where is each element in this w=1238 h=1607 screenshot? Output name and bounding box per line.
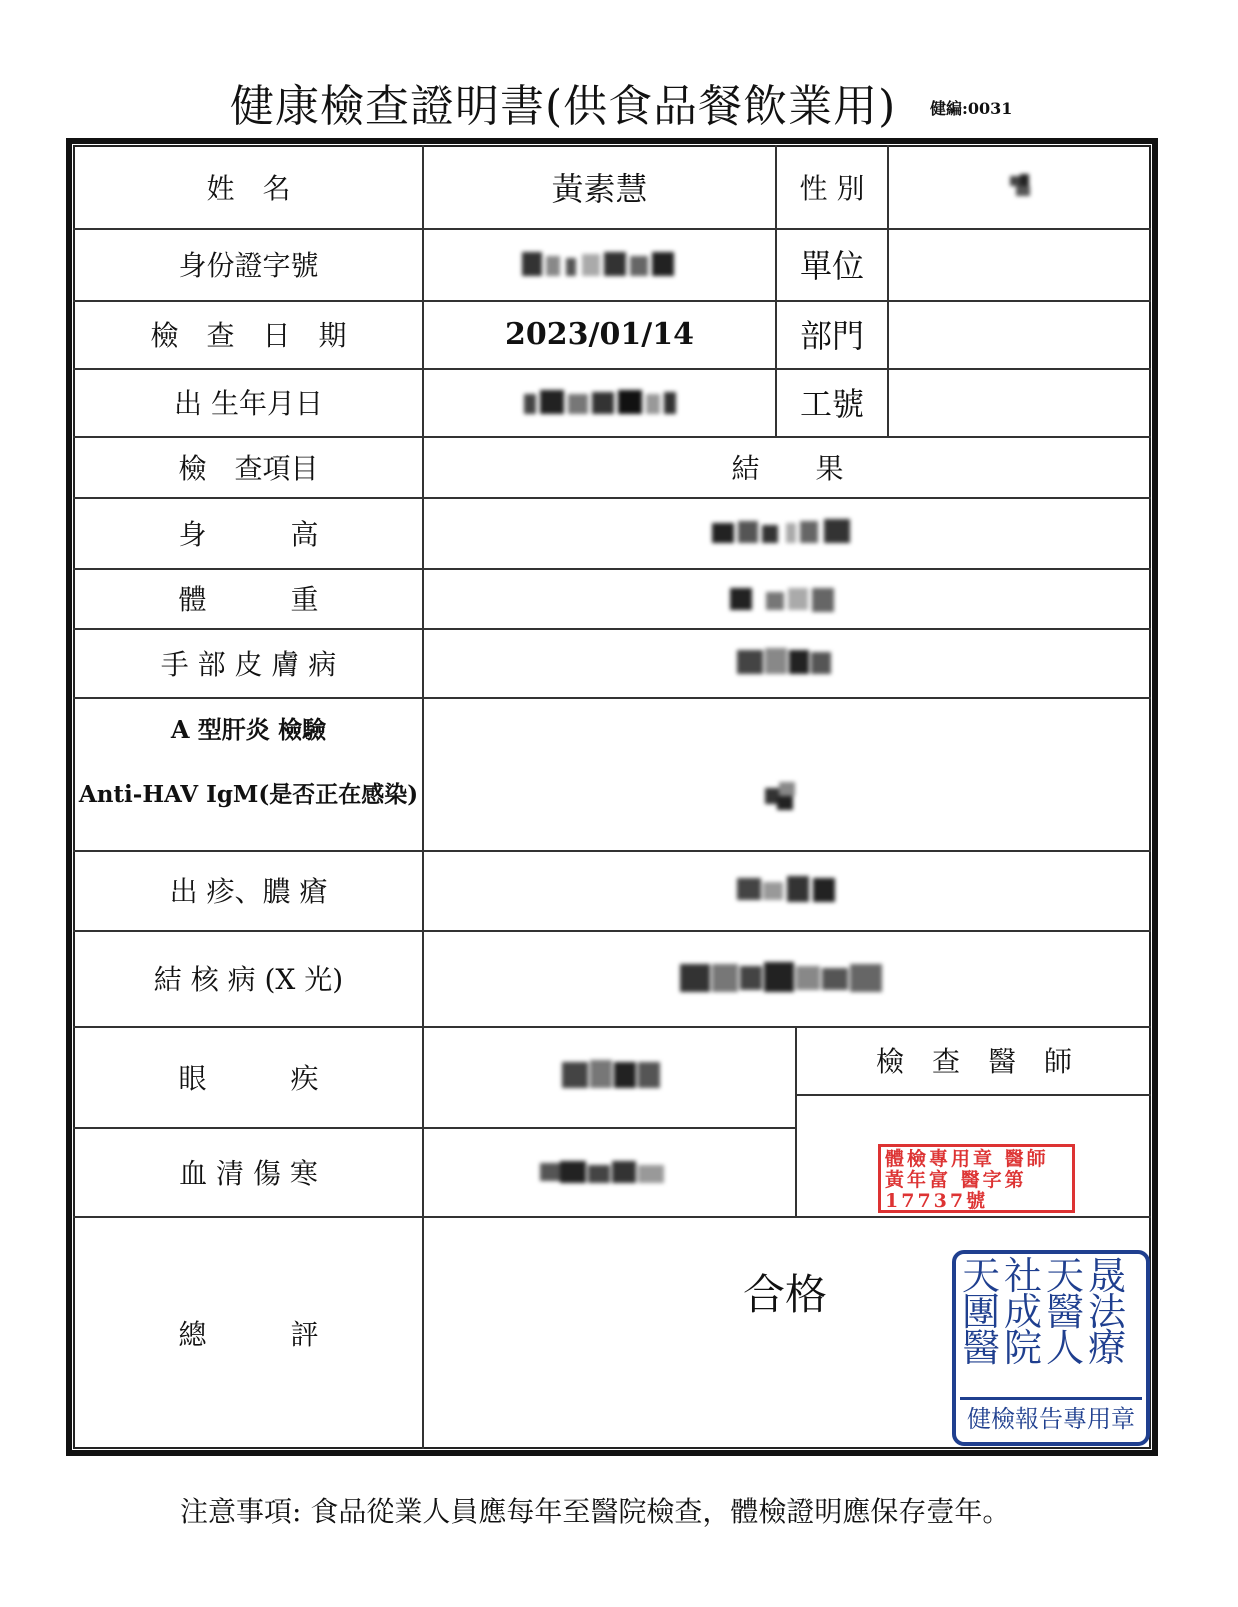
overall-assessment-value: 合格 [742,1270,827,1319]
redacted-hand-skin-result [735,644,835,680]
redacted-height [710,515,862,549]
row-divider [73,697,1151,699]
redacted-hav-result [763,780,803,812]
exam-date-value: 2023/01/14 [505,316,694,352]
dept-label: 部門 [799,317,864,355]
hav-test-label: A 型肝炎 檢驗 [170,714,327,744]
redacted-eye-result [560,1056,664,1094]
hand-skin-disease-label: 手 部 皮 膚 病 [160,647,337,681]
id-label: 身份證字號 [178,249,319,282]
gender-label: 性 別 [799,171,865,205]
employee-no-label: 工號 [799,385,864,423]
hospital-seal-footer: 健檢報告專用章 [960,1397,1142,1438]
height-label: 身 高 [178,517,319,551]
hav-igm-label: Anti-HAV IgM(是否正在感染) [78,780,419,808]
hospital-seal-stamp [952,1250,1150,1446]
eye-disease-label: 眼 疾 [178,1061,319,1095]
redacted-rash-result [735,872,839,908]
redacted-typhoid-result [538,1155,670,1191]
document-title: 健康檢查證明書(供食品餐飲業用) [230,81,897,132]
redacted-id-number [520,248,680,282]
redacted-weight [728,582,840,616]
birth-date-label: 出 生年月日 [174,387,323,420]
exam-date-label: 檢 查 日 期 [150,319,347,352]
doctor-seal-stamp [878,1144,1075,1213]
redacted-birth-date [522,386,678,420]
tuberculosis-label: 結 核 病 (X 光) [153,963,344,996]
weight-label: 體 重 [178,583,319,616]
document-code: 健編:0031 [930,99,1013,118]
column-divider [887,145,889,436]
rash-pustule-label: 出 疹、膿 瘡 [169,875,328,908]
name-value: 黃素慧 [551,169,648,208]
examining-doctor-label: 檢 查 醫 師 [875,1045,1072,1078]
doctor-seal-text: 體檢專用章 醫師黃年富 醫字第17737號 [885,1148,1049,1212]
overall-assessment-label: 總 評 [178,1317,319,1351]
redacted-tuberculosis-result [678,958,888,998]
hospital-seal-chars: 天社天晟團成醫法醫院人療 [962,1254,1131,1370]
unit-label: 單位 [799,247,864,285]
result-header: 結 果 [731,451,844,485]
name-label: 姓 名 [206,171,291,205]
footer-note: 注意事項: 食品從業人員應每年至醫院檢查，體檢證明應保存壹年。 [180,1495,1011,1528]
exam-item-header: 檢 查項目 [178,451,319,485]
serum-typhoid-label: 血 清 傷 寒 [179,1156,318,1190]
row-divider [795,1094,1151,1096]
redacted-gender [1008,172,1036,202]
